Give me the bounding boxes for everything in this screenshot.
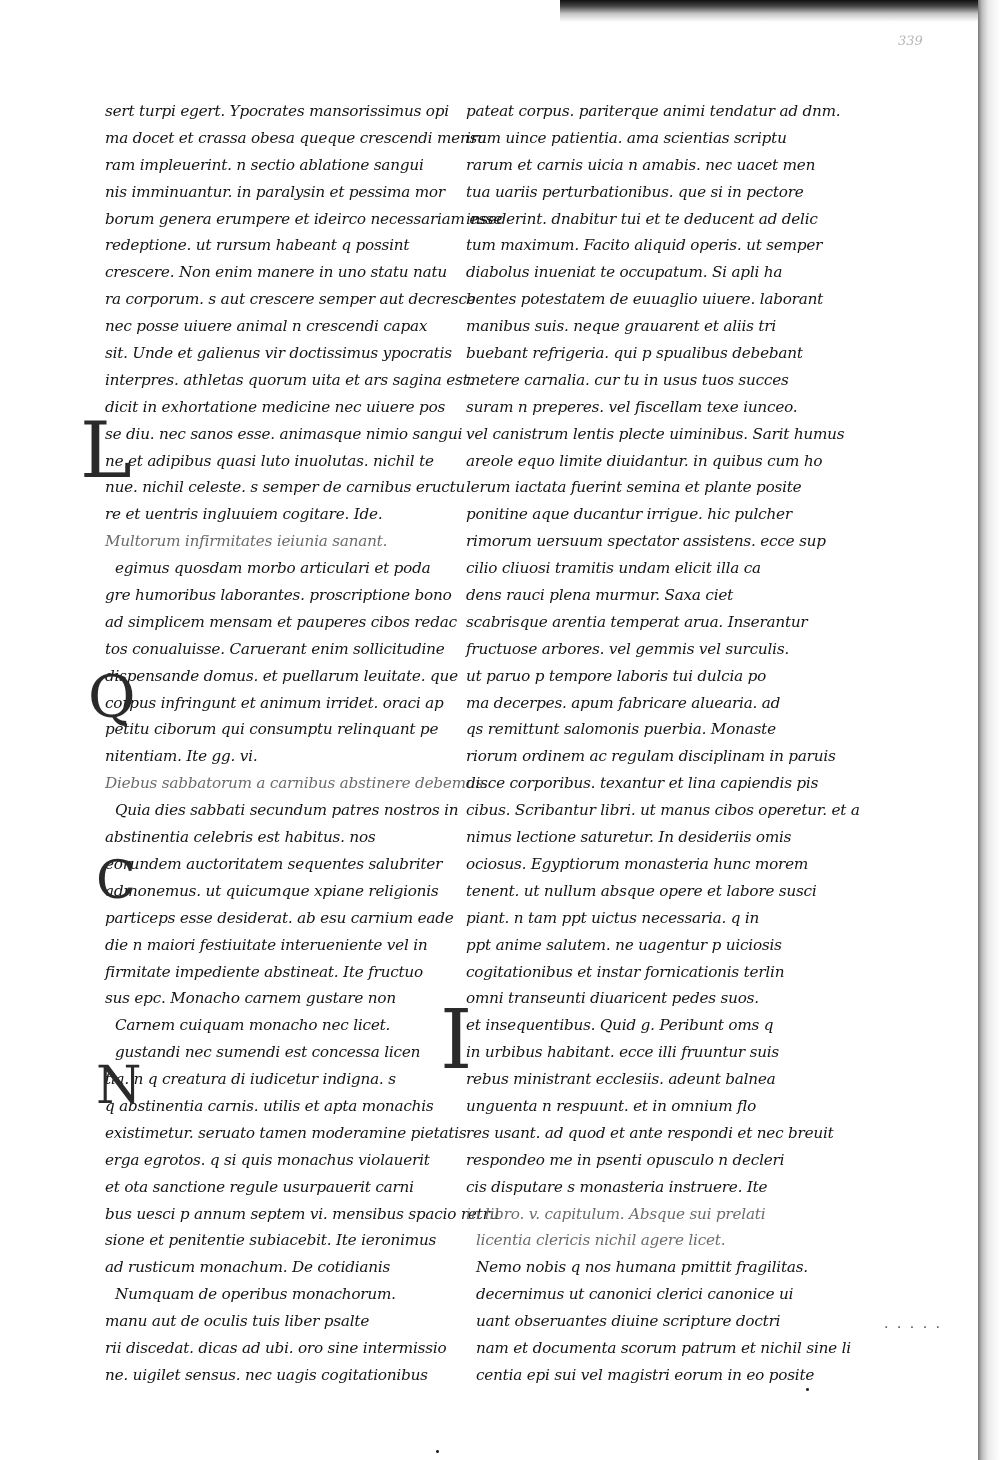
text-line: Carnem cuiquam monacho nec licet. bbox=[115, 1016, 391, 1035]
text-line: corpus infringunt et animum irridet. oraci ap bbox=[105, 693, 444, 712]
text-line: eorundem auctoritatem sequentes salubriter bbox=[105, 854, 443, 873]
text-line: riorum ordinem ac regulam disciplinam in paruis bbox=[466, 747, 836, 766]
text-line: et insequentibus. Quid g. Peribunt oms q bbox=[466, 1016, 774, 1035]
text-line: tia. n q creatura di iudicetur indigna. s bbox=[105, 1070, 396, 1089]
text-line: Quia dies sabbati secundum patres nostros in bbox=[115, 801, 459, 820]
text-line: tos conualuisse. Caruerant enim sollicitudine bbox=[105, 639, 445, 658]
right-text-column bbox=[466, 98, 860, 1389]
text-line: buebant refrigeria. qui p spualibus debebant bbox=[466, 344, 803, 363]
text-line: res usant. ad quod et ante respondi et nec breuit bbox=[466, 1123, 834, 1142]
text-line: admonemus. ut quicumque xpiane religionis bbox=[105, 881, 439, 900]
text-line: rarum et carnis uicia n amabis. nec uacet men bbox=[466, 155, 816, 174]
text-line: areole equo limite diuidantur. in quibus cum ho bbox=[466, 451, 823, 470]
text-line: nimus lectione saturetur. In desideriis omis bbox=[466, 828, 792, 847]
text-line: manu aut de oculis tuis liber psalte bbox=[105, 1312, 370, 1331]
text-line: particeps esse desiderat. ab esu carnium eade bbox=[105, 908, 454, 927]
text-line: egimus quosdam morbo articulari et poda bbox=[115, 559, 431, 578]
text-line: sus epc. Monacho carnem gustare non bbox=[105, 989, 396, 1008]
initial-letter-C: C bbox=[96, 851, 136, 911]
text-line: gustandi nec sumendi est concessa licen bbox=[115, 1043, 421, 1062]
text-line: diabolus inueniat te occupatum. Si apli ha bbox=[466, 263, 783, 282]
text-line: petitu ciborum qui consumptu relinquant pe bbox=[105, 720, 439, 739]
text-line: dicit in exhortatione medicine nec uiuere pos bbox=[105, 397, 446, 416]
text-line: cogitationibus et instar fornicationis terlin bbox=[466, 962, 785, 981]
text-line: dens rauci plena murmur. Saxa ciet bbox=[466, 586, 734, 605]
text-line: ociosus. Egyptiorum monasteria hunc morem bbox=[466, 854, 809, 873]
text-line: centia epi sui vel magistri eorum in eo posite bbox=[476, 1365, 815, 1384]
text-line: Numquam de operibus monachorum. bbox=[115, 1285, 396, 1304]
text-line: ma decerpes. apum fabricare aluearia. ad bbox=[466, 693, 781, 712]
text-line: crescere. Non enim manere in uno statu natu bbox=[105, 263, 447, 282]
text-line: cilio cliuosi tramitis undam elicit illa ca bbox=[466, 559, 761, 578]
text-line: firmitate impediente abstineat. Ite fructuo bbox=[105, 962, 423, 981]
initial-letter-I: I bbox=[440, 993, 473, 1088]
text-line: interpres. athletas quorum uita et ars sagina est. bbox=[105, 370, 474, 389]
text-line: in urbibus habitant. ecce illi fruuntur suis bbox=[466, 1043, 780, 1062]
text-line: dispensande domus. et puellarum leuitate. que bbox=[105, 666, 458, 685]
initial-letter-N: N bbox=[96, 1056, 142, 1116]
initial-letter-L: L bbox=[80, 406, 132, 496]
text-line: disce corporibus. texantur et lina capiendis pis bbox=[466, 774, 819, 793]
text-line: cibus. Scribantur libri. ut manus cibos operetur. et a bbox=[466, 801, 860, 820]
ink-speck bbox=[806, 1388, 809, 1391]
text-line: tua uariis perturbationibus. que si in pectore bbox=[466, 182, 804, 201]
text-line: ne. uigilet sensus. nec uagis cogitationibus bbox=[105, 1365, 428, 1384]
text-line: fructuose arbores. vel gemmis vel surculis. bbox=[466, 639, 790, 658]
text-line: erga egrotos. q si quis monachus violauerit bbox=[105, 1150, 430, 1169]
ink-speck bbox=[436, 1450, 439, 1453]
text-line: pateat corpus. pariterque animi tendatur ad dnm. bbox=[466, 102, 841, 120]
text-line: ne et adipibus quasi luto inuolutas. nichil te bbox=[105, 451, 434, 470]
text-line: bentes potestatem de euuaglio uiuere. laborant bbox=[466, 290, 824, 309]
page-edge bbox=[978, 0, 1000, 1460]
folio-number: 339 bbox=[898, 34, 923, 49]
text-line: decernimus ut canonici clerici canonice ui bbox=[476, 1285, 794, 1304]
text-line: tenent. ut nullum absque opere et labore susci bbox=[466, 881, 817, 900]
text-line: nitentiam. Ite gg. vi. bbox=[105, 747, 258, 766]
text-line: rii discedat. dicas ad ubi. oro sine intermissio bbox=[105, 1338, 447, 1357]
text-line: uant obseruantes diuine scripture doctri bbox=[476, 1312, 781, 1331]
text-line: Nemo nobis q nos humana pmittit fragilitas. bbox=[476, 1258, 808, 1277]
text-line: redeptione. ut rursum habeant q possint bbox=[105, 236, 410, 255]
text-line: tum maximum. Facito aliquid operis. ut semper bbox=[466, 236, 823, 255]
top-shadow bbox=[560, 0, 980, 22]
text-line: existimetur. seruato tamen moderamine pietatis bbox=[105, 1123, 467, 1142]
text-line: qs remittunt salomonis puerbia. Monaste bbox=[466, 720, 776, 739]
text-line: ppt anime salutem. ne uagentur p uiciosis bbox=[466, 935, 782, 954]
text-line: die n maiori festiuitate interueniente vel in bbox=[105, 935, 428, 954]
text-line: suram n preperes. vel fiscellam texe iunceo. bbox=[466, 397, 798, 416]
bottom-dots: · · · · · bbox=[884, 1320, 943, 1336]
left-text-column bbox=[105, 98, 503, 1389]
text-line: unguenta n respuunt. et in omnium flo bbox=[466, 1096, 757, 1115]
text-line: lerum iactata fuerint semina et plante posite bbox=[466, 478, 802, 497]
text-line: iram uince patientia. ama scientias scriptu bbox=[466, 128, 787, 147]
text-line: omni transeunti diuaricent pedes suos. bbox=[466, 989, 759, 1008]
text-line: licentia clericis nichil agere licet. bbox=[476, 1231, 726, 1250]
text-line: in libro. v. capitulum. Absque sui prelati bbox=[466, 1204, 766, 1223]
text-line: vel canistrum lentis plecte uiminibus. Sarit humus bbox=[466, 424, 845, 443]
text-line: gre humoribus laborantes. proscriptione bono bbox=[105, 586, 452, 605]
text-line: sione et penitentie subiacebit. Ite ieronimus bbox=[105, 1231, 437, 1250]
text-line: sert turpi egert. Ypocrates mansorissimus opi bbox=[105, 102, 449, 120]
text-line: piant. n tam ppt uictus necessaria. q in bbox=[466, 908, 760, 927]
text-line: nue. nichil celeste. s semper de carnibus eructu bbox=[105, 478, 466, 497]
text-line: nec posse uiuere animal n crescendi capax bbox=[105, 317, 428, 336]
initial-letter-Q: Q bbox=[88, 663, 136, 731]
text-line: metere carnalia. cur tu in usus tuos succes bbox=[466, 370, 789, 389]
text-line: ram impleuerint. n sectio ablatione sangui bbox=[105, 155, 424, 174]
text-line: respondeo me in psenti opusculo n decleri bbox=[466, 1150, 785, 1169]
text-line: re et uentris ingluuiem cogitare. Ide. bbox=[105, 505, 383, 524]
text-line: se diu. nec sanos esse. animasque nimio sangui bbox=[105, 424, 463, 443]
text-line: ad simplicem mensam et pauperes cibos redac bbox=[105, 612, 457, 631]
text-line: borum genera erumpere et ideirco necessariam esse bbox=[105, 209, 503, 228]
text-line: sit. Unde et galienus vir doctissimus ypocratis bbox=[105, 344, 452, 363]
text-line: manibus suis. neque grauarent et aliis tri bbox=[466, 317, 777, 336]
text-line: ut paruo p tempore laboris tui dulcia po bbox=[466, 666, 767, 685]
text-line: abstinentia celebris est habitus. nos bbox=[105, 828, 376, 847]
text-line: Multorum infirmitates ieiunia sanant. bbox=[105, 532, 388, 551]
text-line: Diebus sabbatorum a carnibus abstinere debemus. bbox=[105, 774, 488, 793]
text-line: ponitine aque ducantur irrigue. hic pulcher bbox=[466, 505, 792, 524]
text-line: ad rusticum monachum. De cotidianis bbox=[105, 1258, 391, 1277]
text-line: insederint. dnabitur tui et te deducent ad delic bbox=[466, 209, 818, 228]
text-line: nam et documenta scorum patrum et nichil sine li bbox=[476, 1338, 851, 1357]
text-line: bus uesci p annum septem vi. mensibus spacio retru bbox=[105, 1204, 500, 1223]
text-line: ma docet et crassa obesa queque crescendi mensu bbox=[105, 128, 487, 147]
text-line: rimorum uersuum spectator assistens. ecce sup bbox=[466, 532, 826, 551]
text-line: ra corporum. s aut crescere semper aut decresce bbox=[105, 290, 476, 309]
text-line: et ota sanctione regule usurpauerit carni bbox=[105, 1177, 414, 1196]
text-line: cis disputare s monasteria instruere. Ite bbox=[466, 1177, 768, 1196]
text-line: rebus ministrant ecclesiis. adeunt balnea bbox=[466, 1070, 776, 1089]
text-line: nis imminuantur. in paralysin et pessima mor bbox=[105, 182, 445, 201]
text-line: q abstinentia carnis. utilis et apta monachis bbox=[105, 1096, 434, 1115]
text-line: scabrisque arentia temperat arua. Inserantur bbox=[466, 612, 808, 631]
